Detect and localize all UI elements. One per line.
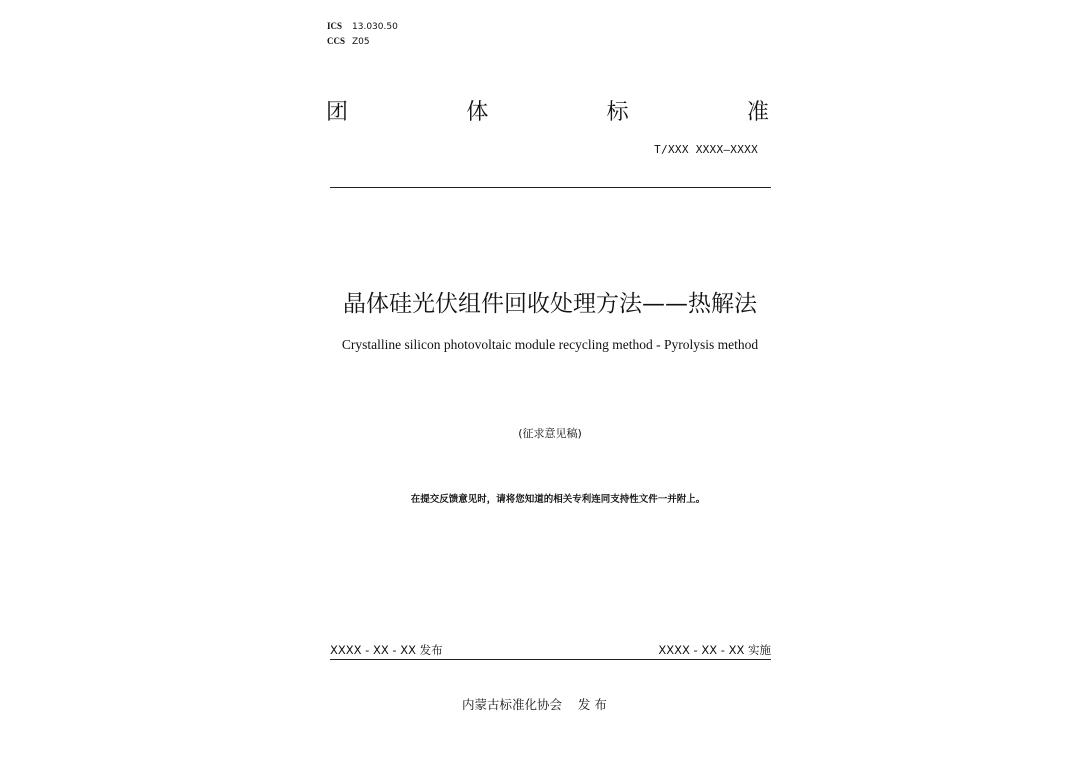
ics-code: 13.030.50 (352, 22, 398, 32)
top-divider (330, 187, 771, 188)
dates-row (330, 642, 771, 658)
patent-notice: 在提交反馈意见时，请将您知道的相关专利连同支持性文件一并附上。 (410, 494, 706, 505)
ccs-label: CCS (327, 36, 346, 46)
standard-type-char: 体 (466, 100, 489, 125)
implement-date: XXXX - XX - XX 实施 (658, 643, 771, 657)
title-english: Crystalline silicon photovoltaic module recycling method - Pyrolysis method (341, 337, 759, 352)
standard-type-heading (326, 98, 769, 128)
ccs-line (327, 35, 370, 48)
standard-number: T/XXX XXXX—XXXX (654, 143, 758, 156)
ics-label: ICS (327, 21, 343, 31)
title-chinese: 晶体硅光伏组件回收处理方法——热解法 (343, 291, 757, 317)
standard-type-char: 团 (326, 100, 349, 125)
ics-line (327, 20, 398, 33)
standard-type-char: 标 (606, 100, 629, 125)
draft-status: (征求意见稿) (518, 427, 582, 440)
ccs-code: Z05 (352, 37, 370, 47)
bottom-divider (330, 659, 771, 660)
standard-type-char: 准 (746, 100, 769, 125)
publisher-line: 内蒙古标准化协会 发 布 (462, 697, 607, 712)
publish-date: XXXX - XX - XX 发布 (330, 643, 443, 657)
